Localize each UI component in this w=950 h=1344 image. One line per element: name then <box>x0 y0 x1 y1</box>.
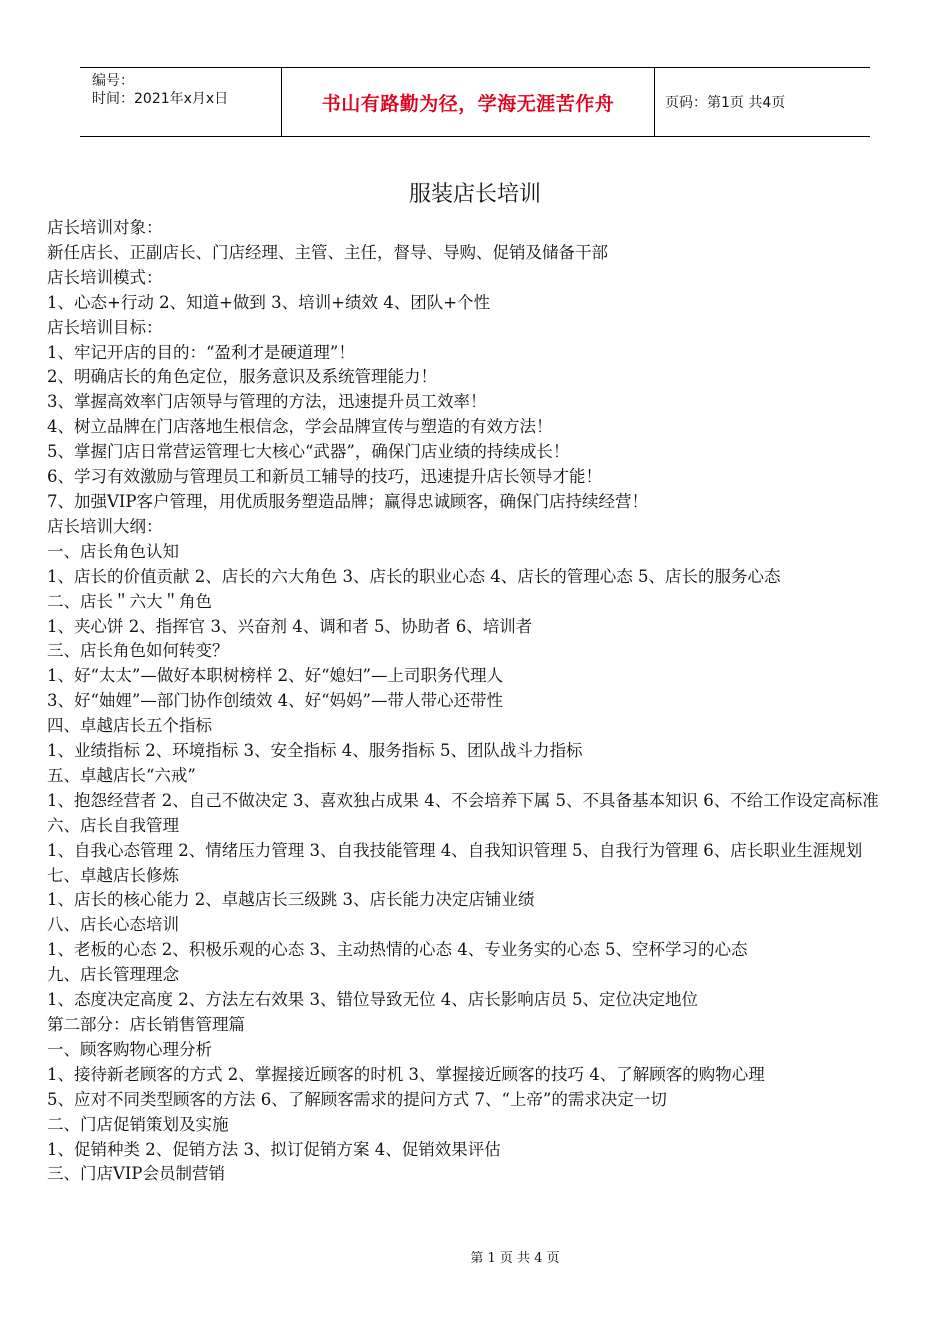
body-line: 1、店长的价值贡献 2、店长的六大角色 3、店长的职业心态 4、店长的管理心态 5、店长的服务心态 <box>47 566 781 586</box>
body-line: 5、应对不同类型顾客的方法 6、了解顾客需求的提问方式 7、“上帝”的需求决定一切 <box>47 1089 667 1109</box>
header-motto: 书山有路勤为径，学海无涯苦作舟 <box>321 92 615 115</box>
body-line: 三、门店VIP会员制营销 <box>47 1164 226 1184</box>
body-line: 6、学习有效激励与管理员工和新员工辅导的技巧，迅速提升店长领导才能！ <box>47 467 602 487</box>
body-line: 店长培训对象： <box>47 218 163 237</box>
body-line: 1、接待新老顾客的方式 2、掌握接近顾客的时机 3、掌握接近顾客的技巧 4、了解顾客的购物心理 <box>47 1064 765 1084</box>
body-line: 1、好“太太”—做好本职树榜样 2、好“媳妇”—上司职务代理人 <box>47 666 503 686</box>
body-line: 1、店长的核心能力 2、卓越店长三级跳 3、店长能力决定店铺业绩 <box>47 890 535 910</box>
body-line: 九、店长管理理念 <box>47 965 179 985</box>
body-line: 八、店长心态培训 <box>47 915 179 935</box>
body-line: 1、牢记开店的目的：“盈利才是硬道理”！ <box>47 342 355 362</box>
body-line: 七、卓越店长修炼 <box>47 865 179 885</box>
body-line: 4、树立品牌在门店落地生根信念，学会品牌宣传与塑造的有效方法！ <box>47 417 553 437</box>
body-line: 1、老板的心态 2、积极乐观的心态 3、主动热情的心态 4、专业务实的心态 5、空杯学习的心态 <box>47 940 748 960</box>
body-line: 第二部分：店长销售管理篇 <box>47 1015 245 1034</box>
body-line: 店长培训模式： <box>47 267 163 287</box>
body-line: 5、掌握门店日常营运管理七大核心“武器”，确保门店业绩的持续成长！ <box>47 442 570 462</box>
page-header <box>80 67 870 137</box>
body-line: 2、明确店长的角色定位，服务意识及系统管理能力！ <box>47 367 437 387</box>
body-line: 新任店长、正副店长、门店经理、主管、主任，督导、导购、促销及储备干部 <box>47 242 608 262</box>
body-line: 店长培训大纲： <box>47 516 163 536</box>
body-line: 1、态度决定高度 2、方法左右效果 3、错位导致无位 4、店长影响店员 5、定位决定地位 <box>47 990 698 1010</box>
body-line: 店长培训目标： <box>47 317 163 337</box>
page-footer: 第 1 页 共 4 页 <box>470 1251 560 1266</box>
header-page-info-cell <box>655 68 870 136</box>
body-line: 1、自我心态管理 2、情绪压力管理 3、自我技能管理 4、自我知识管理 5、自我行为管理 6、店长职业生涯规划 <box>47 840 863 860</box>
document-date: 时间：2021年x月x日 <box>92 91 229 107</box>
body-line: 1、促销种类 2、促销方法 3、拟订促销方案 4、促销效果评估 <box>47 1139 501 1159</box>
body-line: 五、卓越店长“六戒” <box>47 765 196 785</box>
document-number-label: 编号： <box>92 73 134 89</box>
body-line: 六、店长自我管理 <box>47 815 179 835</box>
document-body <box>47 216 917 1187</box>
body-line: 3、掌握高效率门店领导与管理的方法，迅速提升员工效率！ <box>47 392 487 412</box>
header-meta <box>80 68 282 136</box>
body-line: 一、顾客购物心理分析 <box>47 1039 212 1059</box>
header-page-info: 页码：第1页 共4页 <box>665 95 786 111</box>
body-line: 1、夹心饼 2、指挥官 3、兴奋剂 4、调和者 5、协助者 6、培训者 <box>47 616 533 636</box>
body-line: 1、心态+行动 2、知道+做到 3、培训+绩效 4、团队+个性 <box>47 292 491 312</box>
body-line: 一、店长角色认知 <box>47 541 179 561</box>
document-title: 服装店长培训 <box>408 182 541 207</box>
body-line: 四、卓越店长五个指标 <box>47 716 212 736</box>
body-line: 1、业绩指标 2、环境指标 3、安全指标 4、服务指标 5、团队战斗力指标 <box>47 741 583 761</box>
body-line: 1、抱怨经营者 2、自己不做决定 3、喜欢独占成果 4、不会培养下属 5、不具备基本知识 6、不给工作设定高标准 <box>47 790 879 810</box>
body-line: 三、店长角色如何转变？ <box>47 641 229 661</box>
body-line: 7、加强VIP客户管理，用优质服务塑造品牌；赢得忠诚顾客，确保门店持续经营！ <box>47 491 649 511</box>
body-line: 3、好“妯娌”—部门协作创绩效 4、好“妈妈”—带人带心还带性 <box>47 691 503 711</box>
body-line: 二、门店促销策划及实施 <box>47 1114 229 1134</box>
body-line: 二、店长＂六大＂角色 <box>47 591 212 611</box>
header-motto-cell <box>282 68 655 136</box>
